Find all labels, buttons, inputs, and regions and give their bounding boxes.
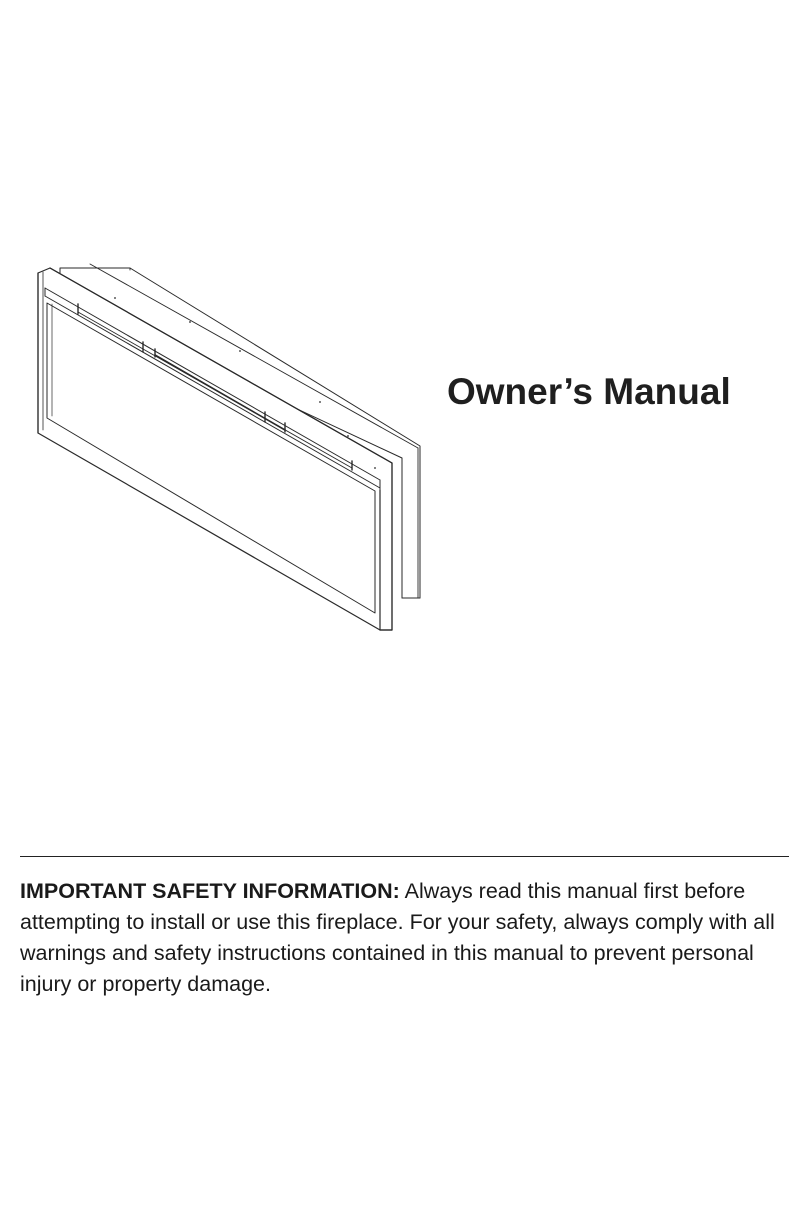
safety-text: Always read this manual first before attempting to install or use this fireplace. For your safety, always comply with all warnings and safety instructions contained in this manual to prevent personal injury or property damage.: [20, 879, 775, 996]
safety-notice: [20, 876, 795, 1000]
page-title: Owner’s Manual: [447, 371, 731, 412]
safety-label: IMPORTANT SAFETY INFORMATION:: [20, 879, 400, 903]
fireplace-illustration: [30, 258, 430, 638]
divider: [20, 856, 789, 857]
fireplace-drawing: [30, 258, 430, 638]
